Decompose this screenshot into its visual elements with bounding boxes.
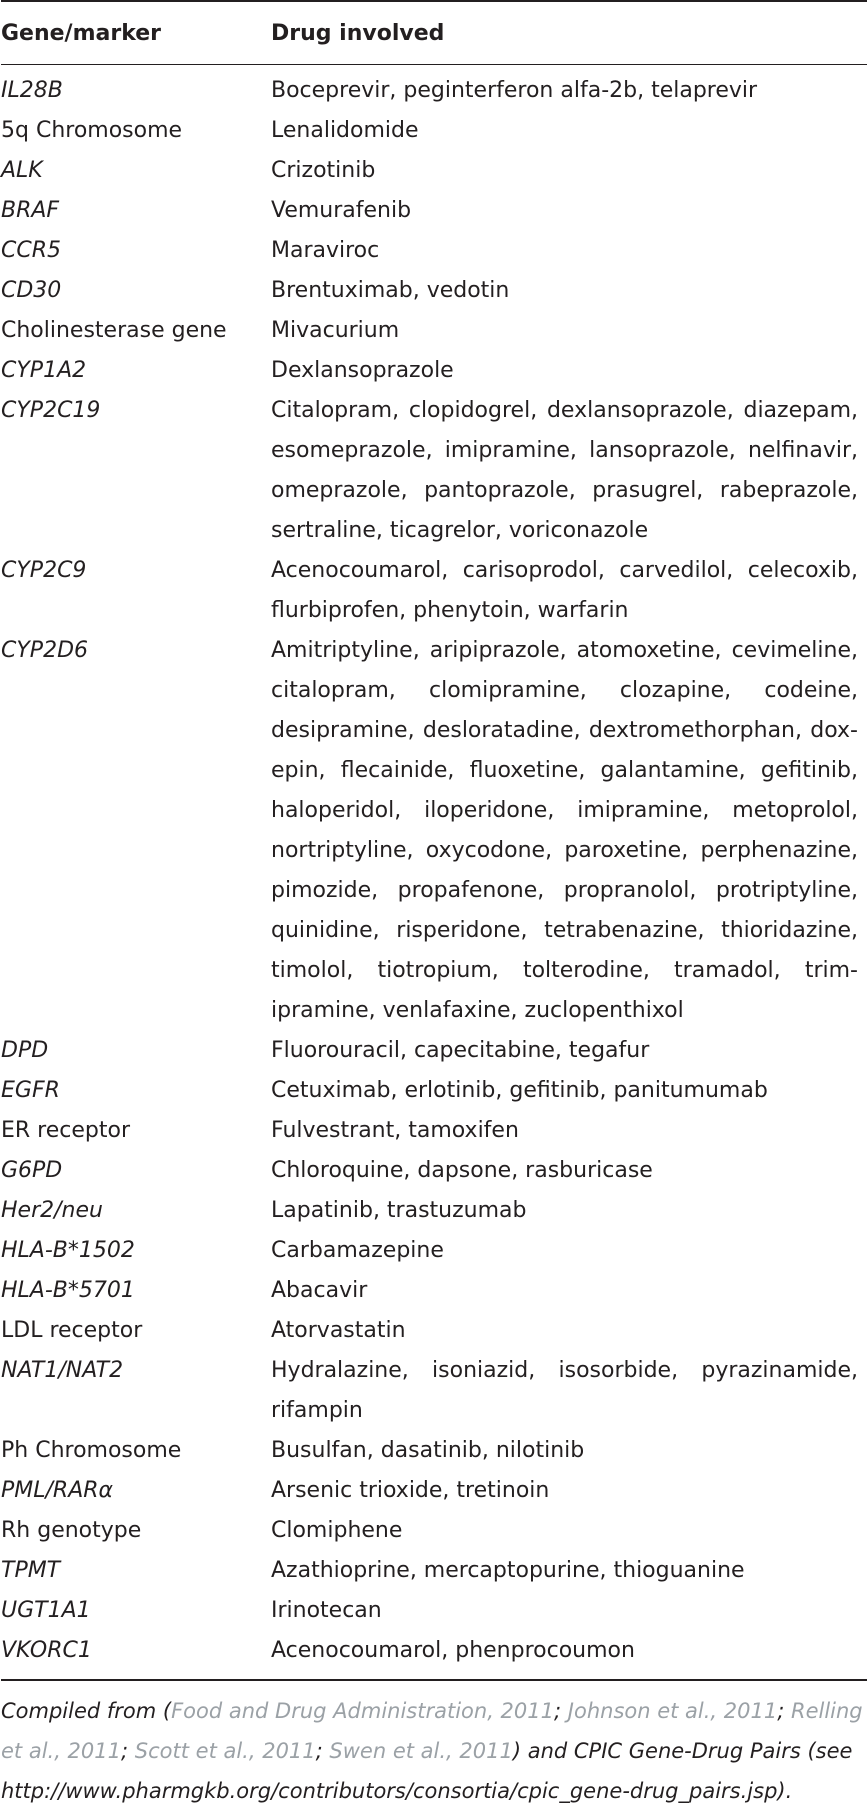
gene-marker-cell: CYP2C19 xyxy=(1,398,101,423)
table-row xyxy=(1,551,867,631)
table-row xyxy=(1,1271,867,1311)
table-row xyxy=(1,1071,867,1111)
header-gene-marker: Gene/marker xyxy=(1,20,162,46)
footnote-separator: ; xyxy=(554,1699,568,1723)
footnote-reference-link[interactable]: Scott et al., 2011 xyxy=(134,1739,316,1763)
gene-marker-cell: BRAF xyxy=(1,198,60,223)
drug-involved-cell: Azathioprine, mercaptopurine, thioguanine xyxy=(271,1558,745,1583)
gene-marker-cell: Cholinesterase gene xyxy=(1,318,227,343)
table-row xyxy=(1,111,867,151)
drug-involved-cell: Boceprevir, peginterferon alfa-2b, telaprevir xyxy=(271,78,758,103)
gene-marker-cell: G6PD xyxy=(1,1158,63,1183)
gene-marker-cell: Her2/neu xyxy=(1,1198,103,1223)
drug-involved-cell: Carbamazepine xyxy=(271,1238,444,1263)
gene-marker-cell: 5q Chromosome xyxy=(1,118,183,143)
table-row xyxy=(1,1191,867,1231)
table-row xyxy=(1,231,867,271)
table-row xyxy=(1,1631,867,1671)
drug-involved-cell: Crizotinib xyxy=(271,158,376,183)
table-row xyxy=(1,631,867,1031)
drug-involved-cell: Chloroquine, dapsone, rasburicase xyxy=(271,1158,653,1183)
footnote-suffix: ) and CPIC Gene-Drug Pairs (see http://www.pharmgkb.org/contributors/consortia/cpic_gene-drug_pairs.jsp). xyxy=(1,1739,853,1803)
drug-involved-cell: Arsenic trioxide, tretinoin xyxy=(271,1478,550,1503)
drug-involved-cell: Brentuximab, vedotin xyxy=(271,278,510,303)
gene-marker-cell: NAT1/NAT2 xyxy=(1,1358,124,1383)
table-row xyxy=(1,71,867,111)
gene-marker-cell: EGFR xyxy=(1,1078,60,1103)
table-row xyxy=(1,1231,867,1271)
table-row xyxy=(1,1351,867,1431)
drug-involved-cell: Amitriptyline, aripiprazole, atomoxetine, cevimeline, citalopram, clomipramine, clozapine, codeine, desipramine, desloratadine, dextromethorphan, doxepin, flecainide, fluoxetine, galantamine, gefitinib, haloperidol, iloperidone, imipramine, metoprolol, nortriptyline, oxycodone, paroxetine, perphenazine, pimozide, propafenone, propranolol, protriptyline, quinidine, risperidone, tetrabenazine, thioridazine, timolol, tiotropium, tolterodine, tramadol, trimipramine, venlafaxine, zuclopenthixol xyxy=(271,638,858,1023)
footnote-prefix: Compiled from ( xyxy=(1,1699,172,1723)
gene-marker-cell: CD30 xyxy=(1,278,62,303)
gene-marker-cell: HLA-B*5701 xyxy=(1,1278,135,1303)
table-row xyxy=(1,311,867,351)
table-row xyxy=(1,1471,867,1511)
table-row xyxy=(1,1511,867,1551)
gene-marker-cell: ER receptor xyxy=(1,1118,131,1143)
gene-marker-cell: UGT1A1 xyxy=(1,1598,91,1623)
footnote-reference-link[interactable]: Relling et al., 2011 xyxy=(1,1699,863,1763)
drug-involved-cell: Irinotecan xyxy=(271,1598,382,1623)
gene-marker-cell: ALK xyxy=(1,158,43,183)
drug-involved-cell: Fluorouracil, capecitabine, tegafur xyxy=(271,1038,650,1063)
gene-marker-cell: PML/RARα xyxy=(1,1478,114,1503)
table-row xyxy=(1,271,867,311)
gene-marker-cell: IL28B xyxy=(1,78,63,103)
table-row xyxy=(1,1111,867,1151)
table-header-row xyxy=(1,2,867,64)
drug-involved-cell: Cetuximab, erlotinib, gefitinib, panitumumab xyxy=(271,1078,768,1103)
table-row xyxy=(1,351,867,391)
table-row xyxy=(1,1591,867,1631)
gene-marker-cell: VKORC1 xyxy=(1,1638,92,1663)
footnote-separator: ; xyxy=(315,1739,330,1763)
table-row xyxy=(1,391,867,551)
gene-marker-cell: CYP2D6 xyxy=(1,638,89,663)
drug-involved-cell: Vemurafenib xyxy=(271,198,412,223)
table-row xyxy=(1,1151,867,1191)
table-body xyxy=(1,65,867,1679)
drug-involved-cell: Maraviroc xyxy=(271,238,380,263)
footnote-reference-link[interactable]: Food and Drug Administration, 2011 xyxy=(171,1699,555,1723)
drug-involved-cell: Hydralazine, isoniazid, isosorbide, pyrazinamide, rifampin xyxy=(271,1358,858,1423)
table-footnote xyxy=(1,1681,863,1811)
gene-marker-cell: HLA-B*1502 xyxy=(1,1238,135,1263)
gene-marker-cell: CYP1A2 xyxy=(1,358,87,383)
drug-involved-cell: Acenocoumarol, phenprocoumon xyxy=(271,1638,635,1663)
drug-involved-cell: Acenocoumarol, carisoprodol, carvedilol, celecoxib, flurbiprofen, phenytoin, warfarin xyxy=(271,558,858,623)
drug-involved-cell: Fulvestrant, tamoxifen xyxy=(271,1118,519,1143)
drug-involved-cell: Abacavir xyxy=(271,1278,368,1303)
gene-marker-cell: CYP2C9 xyxy=(1,558,87,583)
drug-involved-cell: Atorvastatin xyxy=(271,1318,406,1343)
table-row xyxy=(1,1311,867,1351)
footnote-reference-link[interactable]: Johnson et al., 2011 xyxy=(567,1699,778,1723)
footnote-separator: ; xyxy=(777,1699,791,1723)
table-row xyxy=(1,1551,867,1591)
gene-marker-cell: Rh genotype xyxy=(1,1518,142,1543)
drug-involved-cell: Mivacurium xyxy=(271,318,400,343)
table-row xyxy=(1,1431,867,1471)
drug-involved-cell: Clomiphene xyxy=(271,1518,403,1543)
gene-marker-cell: DPD xyxy=(1,1038,49,1063)
table-row xyxy=(1,151,867,191)
drug-involved-cell: Lapatinib, trastuzumab xyxy=(271,1198,527,1223)
drug-involved-cell: Dexlansoprazole xyxy=(271,358,454,383)
gene-marker-cell: LDL receptor xyxy=(1,1318,143,1343)
gene-marker-cell: CCR5 xyxy=(1,238,62,263)
table-row xyxy=(1,1031,867,1071)
header-drug-involved: Drug involved xyxy=(271,20,445,46)
footnote-separator: ; xyxy=(121,1739,135,1763)
table-row xyxy=(1,191,867,231)
gene-marker-cell: Ph Chromosome xyxy=(1,1438,182,1463)
drug-involved-cell: Citalopram, clopidogrel, dexlansoprazole, diazepam, esomeprazole, imipramine, lansoprazole, nelfinavir, omeprazole, pantoprazole, prasugrel, rabeprazole, sertraline, ticagrelor, voriconazole xyxy=(271,398,858,543)
drug-involved-cell: Lenalidomide xyxy=(271,118,419,143)
gene-marker-cell: TPMT xyxy=(1,1558,61,1583)
drug-involved-cell: Busulfan, dasatinib, nilotinib xyxy=(271,1438,585,1463)
footnote-reference-link[interactable]: Swen et al., 2011 xyxy=(329,1739,513,1763)
